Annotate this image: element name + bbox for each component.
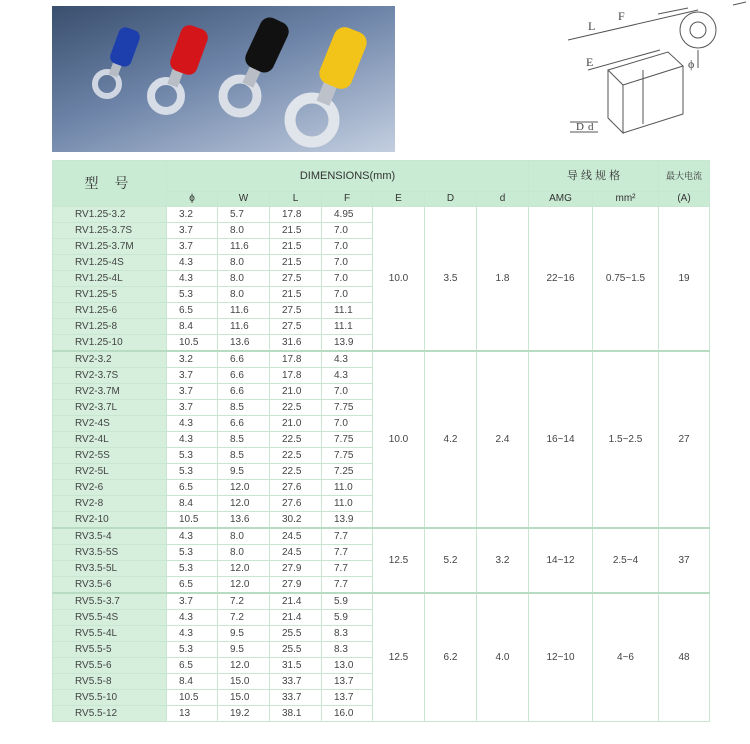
cell-f: 7.7 [322, 577, 373, 594]
cell-l: 24.5 [270, 545, 322, 561]
group-e: 12.5 [373, 593, 425, 722]
cell-model: RV5.5-6 [53, 658, 167, 674]
cell-f: 4.3 [322, 368, 373, 384]
cell-l: 21.5 [270, 239, 322, 255]
group-e: 10.0 [373, 351, 425, 528]
cell-w: 7.2 [218, 593, 270, 610]
cell-model: RV3.5-5S [53, 545, 167, 561]
cell-model: RV2-5S [53, 448, 167, 464]
dimension-diagram [548, 0, 750, 148]
cell-w: 13.6 [218, 335, 270, 352]
cell-model: RV2-3.7S [53, 368, 167, 384]
group-amp: 48 [659, 593, 710, 722]
cell-phi: 5.3 [167, 464, 218, 480]
cell-w: 5.7 [218, 207, 270, 223]
cell-l: 21.0 [270, 416, 322, 432]
group-e: 12.5 [373, 528, 425, 593]
cell-phi: 3.7 [167, 593, 218, 610]
group-awg: 16~14 [529, 351, 593, 528]
group-awg: 22~16 [529, 207, 593, 352]
cell-w: 8.0 [218, 223, 270, 239]
group-d-lower: 1.8 [477, 207, 529, 352]
cell-w: 12.0 [218, 561, 270, 577]
cell-f: 4.3 [322, 351, 373, 368]
diagram-label-phi: ϕ [688, 57, 695, 71]
cell-w: 12.0 [218, 658, 270, 674]
cell-f: 5.9 [322, 610, 373, 626]
cell-model: RV2-3.2 [53, 351, 167, 368]
header-col-w: W [218, 192, 270, 207]
group-e: 10.0 [373, 207, 425, 352]
header-col-l: L [270, 192, 322, 207]
cell-model: RV5.5-5 [53, 642, 167, 658]
cell-w: 6.6 [218, 384, 270, 400]
cell-f: 7.0 [322, 255, 373, 271]
red-terminal [151, 23, 210, 111]
cell-phi: 5.3 [167, 448, 218, 464]
cell-l: 33.7 [270, 690, 322, 706]
cell-model: RV1.25-4L [53, 271, 167, 287]
cell-w: 7.2 [218, 610, 270, 626]
cell-f: 8.3 [322, 626, 373, 642]
diagram-label-d-lower: d [588, 121, 594, 133]
group-mm2: 1.5~2.5 [593, 351, 659, 528]
cell-l: 27.9 [270, 577, 322, 594]
cell-f: 7.0 [322, 223, 373, 239]
cell-w: 15.0 [218, 674, 270, 690]
cell-model: RV3.5-5L [53, 561, 167, 577]
cell-phi: 3.7 [167, 368, 218, 384]
cell-l: 21.4 [270, 610, 322, 626]
cell-phi: 5.3 [167, 561, 218, 577]
cell-l: 21.5 [270, 255, 322, 271]
header-col-amp: (A) [659, 192, 710, 207]
cell-l: 30.2 [270, 512, 322, 529]
cell-model: RV2-10 [53, 512, 167, 529]
cell-phi: 10.5 [167, 690, 218, 706]
group-mm2: 2.5~4 [593, 528, 659, 593]
diagram-label-f: F [618, 9, 625, 23]
cell-phi: 6.5 [167, 658, 218, 674]
cell-w: 6.6 [218, 368, 270, 384]
table-row [53, 528, 710, 545]
cell-model: RV2-4S [53, 416, 167, 432]
cell-f: 11.0 [322, 496, 373, 512]
cell-f: 7.7 [322, 561, 373, 577]
cell-phi: 4.3 [167, 528, 218, 545]
cell-phi: 4.3 [167, 271, 218, 287]
cell-f: 13.7 [322, 690, 373, 706]
spec-table-body [53, 207, 710, 722]
header-col-phi: ϕ [167, 192, 218, 207]
cell-phi: 8.4 [167, 496, 218, 512]
cell-w: 12.0 [218, 496, 270, 512]
cell-f: 7.75 [322, 448, 373, 464]
cell-w: 6.6 [218, 351, 270, 368]
cell-phi: 3.2 [167, 351, 218, 368]
header-col-f: F [322, 192, 373, 207]
cell-l: 21.4 [270, 593, 322, 610]
cell-phi: 4.3 [167, 432, 218, 448]
cell-w: 11.6 [218, 319, 270, 335]
cell-l: 27.6 [270, 480, 322, 496]
cell-model: RV2-6 [53, 480, 167, 496]
cell-l: 27.5 [270, 319, 322, 335]
group-d-upper: 6.2 [425, 593, 477, 722]
cell-w: 8.5 [218, 448, 270, 464]
cell-w: 8.0 [218, 271, 270, 287]
cell-f: 11.1 [322, 319, 373, 335]
cell-f: 7.0 [322, 239, 373, 255]
cell-model: RV1.25-3.7S [53, 223, 167, 239]
cell-f: 7.75 [322, 400, 373, 416]
group-d-upper: 3.5 [425, 207, 477, 352]
cell-phi: 8.4 [167, 674, 218, 690]
cell-model: RV3.5-4 [53, 528, 167, 545]
header-col-d-lower: d [477, 192, 529, 207]
group-mm2: 0.75~1.5 [593, 207, 659, 352]
cell-w: 13.6 [218, 512, 270, 529]
cell-l: 22.5 [270, 448, 322, 464]
cell-w: 8.0 [218, 528, 270, 545]
cell-phi: 4.3 [167, 610, 218, 626]
cell-l: 22.5 [270, 464, 322, 480]
cell-model: RV1.25-4S [53, 255, 167, 271]
cell-model: RV1.25-8 [53, 319, 167, 335]
cell-phi: 3.7 [167, 223, 218, 239]
table-row [53, 207, 710, 223]
cell-phi: 6.5 [167, 303, 218, 319]
cell-f: 16.0 [322, 706, 373, 722]
cell-phi: 13 [167, 706, 218, 722]
cell-w: 8.0 [218, 255, 270, 271]
diagram-label-e: E [586, 55, 594, 69]
cell-f: 11.1 [322, 303, 373, 319]
cell-f: 13.7 [322, 674, 373, 690]
cell-w: 9.5 [218, 626, 270, 642]
header-model: 型 号 [53, 161, 167, 207]
cell-model: RV5.5-8 [53, 674, 167, 690]
cell-f: 8.3 [322, 642, 373, 658]
cell-l: 24.5 [270, 528, 322, 545]
diagram-label-l: L [588, 19, 596, 33]
cell-phi: 5.3 [167, 545, 218, 561]
cell-model: RV2-3.7M [53, 384, 167, 400]
cell-f: 7.0 [322, 287, 373, 303]
cell-phi: 10.5 [167, 512, 218, 529]
cell-l: 21.5 [270, 287, 322, 303]
cell-model: RV5.5-12 [53, 706, 167, 722]
cell-f: 7.75 [322, 432, 373, 448]
cell-w: 11.6 [218, 303, 270, 319]
group-d-upper: 5.2 [425, 528, 477, 593]
group-d-lower: 3.2 [477, 528, 529, 593]
cell-w: 19.2 [218, 706, 270, 722]
cell-w: 6.6 [218, 416, 270, 432]
cell-w: 11.6 [218, 239, 270, 255]
diagram-label-d-upper: D [576, 121, 584, 133]
cell-phi: 3.7 [167, 384, 218, 400]
cell-l: 27.6 [270, 496, 322, 512]
cell-l: 17.8 [270, 207, 322, 223]
blue-terminal [95, 25, 142, 96]
cell-l: 21.0 [270, 384, 322, 400]
table-row [53, 351, 710, 368]
product-photo [52, 6, 395, 152]
group-mm2: 4~6 [593, 593, 659, 722]
cell-phi: 10.5 [167, 335, 218, 352]
cell-l: 33.7 [270, 674, 322, 690]
ring-terminals-image [52, 6, 395, 152]
cell-w: 9.5 [218, 642, 270, 658]
group-amp: 27 [659, 351, 710, 528]
cell-l: 27.5 [270, 303, 322, 319]
cell-model: RV5.5-4L [53, 626, 167, 642]
cell-phi: 5.3 [167, 642, 218, 658]
group-d-lower: 4.0 [477, 593, 529, 722]
cell-model: RV2-5L [53, 464, 167, 480]
cell-l: 27.5 [270, 271, 322, 287]
cell-phi: 4.3 [167, 626, 218, 642]
cell-model: RV1.25-6 [53, 303, 167, 319]
header-col-d-upper: D [425, 192, 477, 207]
cell-phi: 3.7 [167, 400, 218, 416]
cell-l: 22.5 [270, 432, 322, 448]
cell-phi: 8.4 [167, 319, 218, 335]
header-dimensions: DIMENSIONS(mm) [167, 161, 529, 192]
group-amp: 37 [659, 528, 710, 593]
cell-f: 4.95 [322, 207, 373, 223]
cell-model: RV1.25-3.7M [53, 239, 167, 255]
group-awg: 14~12 [529, 528, 593, 593]
cell-l: 25.5 [270, 642, 322, 658]
cell-f: 7.0 [322, 384, 373, 400]
header-max-current: 最大电流 [659, 161, 710, 192]
header-wire-spec: 导 线 规 格 [529, 161, 659, 192]
cell-l: 22.5 [270, 400, 322, 416]
cell-model: RV5.5-10 [53, 690, 167, 706]
group-d-upper: 4.2 [425, 351, 477, 528]
cell-model: RV1.25-5 [53, 287, 167, 303]
cell-w: 8.0 [218, 287, 270, 303]
cell-phi: 6.5 [167, 577, 218, 594]
header-col-mm2: mm² [593, 192, 659, 207]
cell-f: 7.7 [322, 528, 373, 545]
cell-l: 17.8 [270, 351, 322, 368]
cell-w: 9.5 [218, 464, 270, 480]
cell-w: 8.5 [218, 400, 270, 416]
cell-l: 17.8 [270, 368, 322, 384]
cell-f: 7.7 [322, 545, 373, 561]
table-row [53, 593, 710, 610]
header-col-e: E [373, 192, 425, 207]
cell-l: 25.5 [270, 626, 322, 642]
cell-f: 7.25 [322, 464, 373, 480]
group-d-lower: 2.4 [477, 351, 529, 528]
cell-model: RV5.5-3.7 [53, 593, 167, 610]
cell-phi: 3.2 [167, 207, 218, 223]
cell-f: 7.0 [322, 271, 373, 287]
header-col-amg: AMG [529, 192, 593, 207]
cell-phi: 5.3 [167, 287, 218, 303]
cell-l: 31.5 [270, 658, 322, 674]
cell-model: RV2-8 [53, 496, 167, 512]
group-awg: 12~10 [529, 593, 593, 722]
cell-f: 13.9 [322, 335, 373, 352]
cell-model: RV1.25-10 [53, 335, 167, 352]
spec-table [52, 160, 710, 722]
cell-w: 8.5 [218, 432, 270, 448]
yellow-terminal [290, 24, 370, 142]
cell-f: 11.0 [322, 480, 373, 496]
cell-w: 12.0 [218, 480, 270, 496]
cell-phi: 4.3 [167, 416, 218, 432]
cell-l: 38.1 [270, 706, 322, 722]
cell-model: RV2-3.7L [53, 400, 167, 416]
cell-phi: 3.7 [167, 239, 218, 255]
cell-model: RV5.5-4S [53, 610, 167, 626]
cell-l: 21.5 [270, 223, 322, 239]
cell-f: 7.0 [322, 416, 373, 432]
cell-model: RV1.25-3.2 [53, 207, 167, 223]
cell-model: RV3.5-6 [53, 577, 167, 594]
cell-f: 13.9 [322, 512, 373, 529]
cell-f: 13.0 [322, 658, 373, 674]
black-terminal [223, 14, 292, 113]
cell-l: 27.9 [270, 561, 322, 577]
cell-f: 5.9 [322, 593, 373, 610]
group-amp: 19 [659, 207, 710, 352]
cell-model: RV2-4L [53, 432, 167, 448]
cell-l: 31.6 [270, 335, 322, 352]
cell-phi: 4.3 [167, 255, 218, 271]
cell-w: 15.0 [218, 690, 270, 706]
cell-w: 12.0 [218, 577, 270, 594]
cell-phi: 6.5 [167, 480, 218, 496]
cell-w: 8.0 [218, 545, 270, 561]
